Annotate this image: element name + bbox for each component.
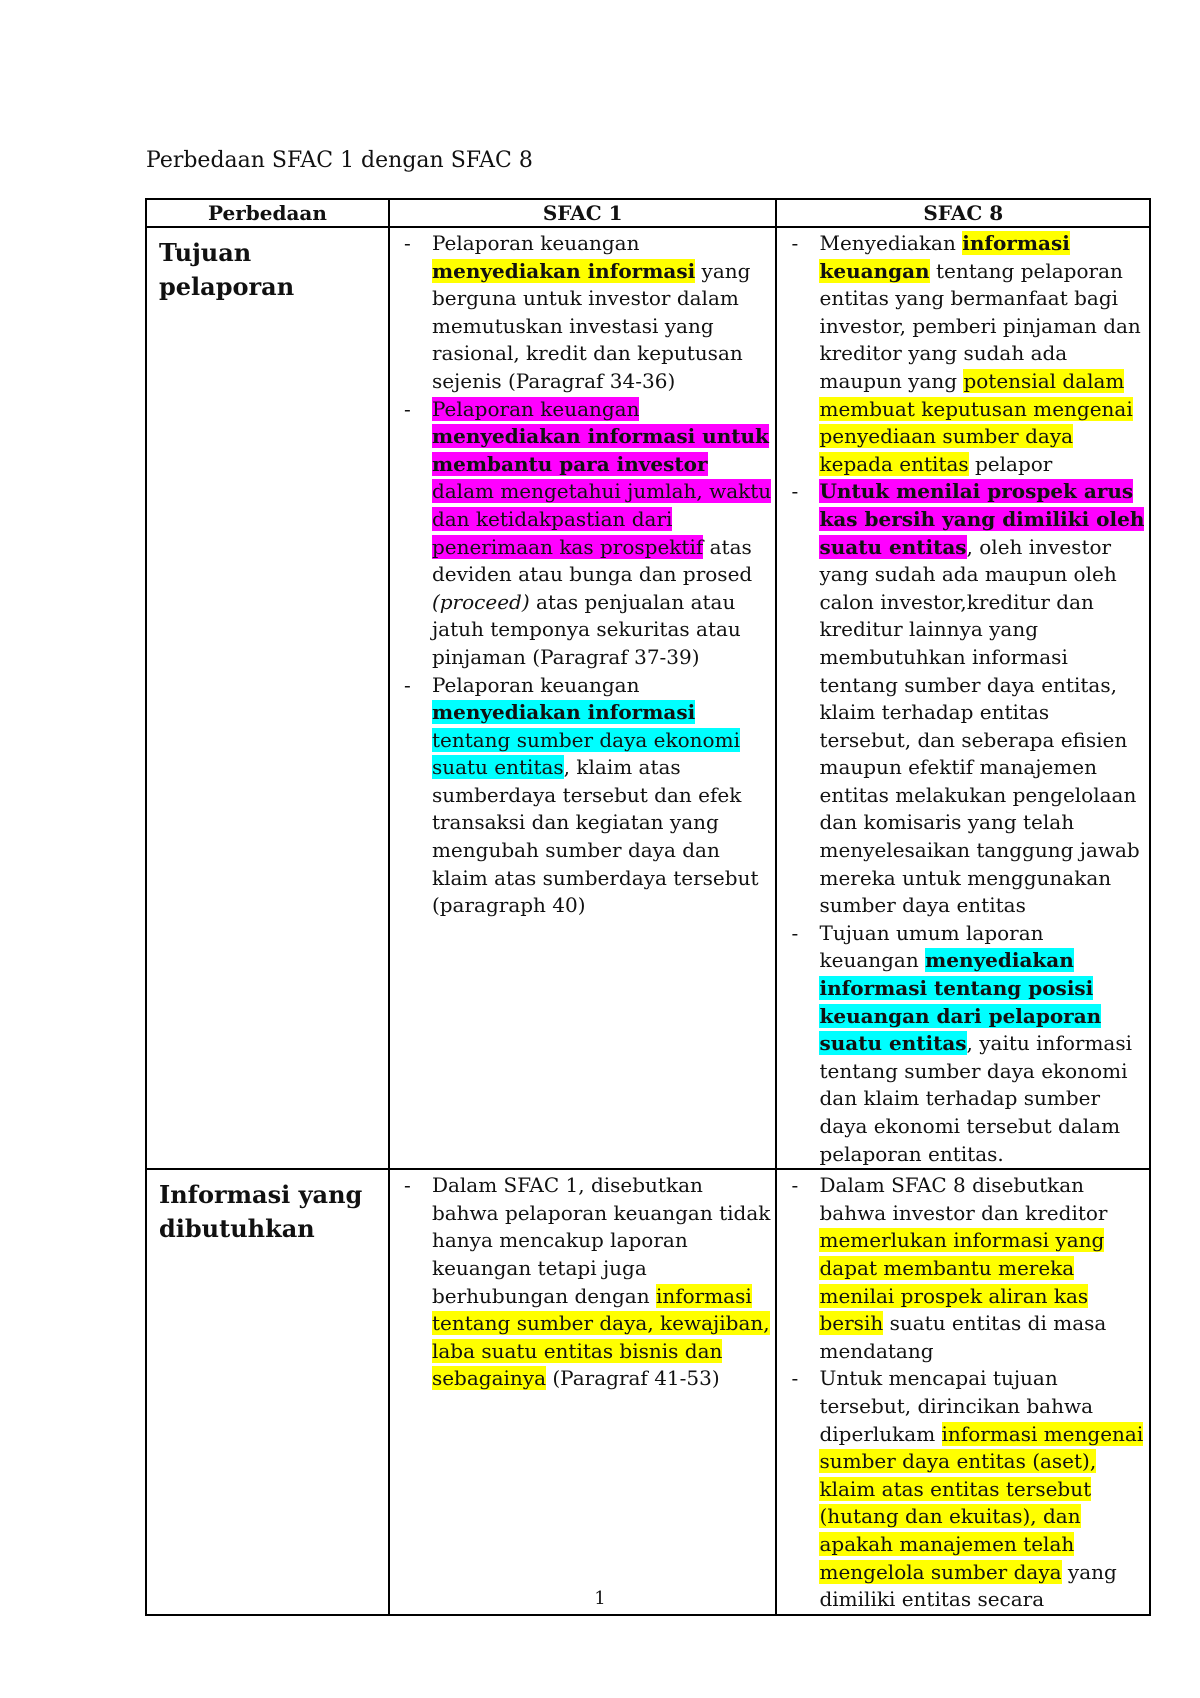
text-run: yang berguna untuk investor dalam memutuskan investasi yang rasional, kredit dan keputusan sejenis (Paragraf 34-36) [431, 258, 751, 393]
highlighted-text: menyediakan informasi untuk membantu para investor [431, 424, 769, 476]
comparison-table [145, 198, 1151, 1616]
bullet-item [390, 230, 772, 396]
text-run: atas penjualan atau jatuh temponya sekuritas atau pinjaman (Paragraf 37-39) [431, 589, 741, 669]
sfac8-list [777, 1172, 1145, 1614]
bullet-item [777, 1365, 1145, 1613]
header-sfac1: SFAC 1 [389, 199, 777, 227]
text-run: , klaim atas sumberdaya tersebut dan efek transaksi dan kegiatan yang mengubah sumber daya dan klaim atas sumberdaya tersebut (paragraph 40) [431, 755, 759, 918]
highlighted-text: menyediakan informasi [431, 700, 696, 725]
text-run: Pelaporan keuangan [431, 672, 640, 697]
sfac8-cell [776, 1169, 1150, 1615]
text-run: yang dimiliki entitas secara [819, 1559, 1117, 1612]
highlighted-text: menyediakan informasi tentang posisi keuangan dari pelaporan suatu entitas [819, 948, 1102, 1056]
table-row [146, 227, 1150, 1169]
bullet-item [777, 1172, 1145, 1365]
text-run: Untuk mencapai tujuan tersebut, dirincikan bahwa diperlukam [819, 1366, 1094, 1446]
highlighted-text: tentang sumber daya ekonomi suatu entitas [431, 727, 740, 780]
bullet-item [390, 1172, 772, 1393]
header-sfac8: SFAC 8 [776, 199, 1150, 227]
document-title: Perbedaan SFAC 1 dengan SFAC 8 [146, 148, 533, 173]
sfac1-cell [389, 1169, 777, 1615]
text-run: (Paragraf 41-53) [546, 1366, 720, 1391]
table-header-row [146, 199, 1150, 227]
table-row [146, 1169, 1150, 1615]
text-run: Tujuan umum laporan keuangan [819, 920, 1044, 973]
text-run: , yaitu informasi tentang sumber daya ekonomi dan klaim terhadap sumber daya ekonomi tersebut dalam pelaporan entitas. [819, 1031, 1132, 1166]
bullet-item [390, 396, 772, 672]
highlighted-text: informasi tentang sumber daya, kewajiban, laba suatu entitas bisnis dan sebagainya [431, 1283, 770, 1391]
highlighted-text: Pelaporan keuangan [431, 396, 640, 421]
highlighted-text: memerlukan informasi yang dapat membantu mereka menilai prospek aliran kas bersih [819, 1228, 1105, 1336]
highlighted-text: Untuk menilai prospek arus kas bersih yang dimiliki oleh suatu entitas [819, 479, 1145, 559]
row-label: Informasi yang dibutuhkan [146, 1169, 389, 1615]
text-run: Dalam SFAC 8 disebutkan bahwa investor dan kreditor [819, 1173, 1108, 1225]
text-run: (proceed) [431, 589, 530, 614]
bullet-item [777, 478, 1145, 920]
text-run: Pelaporan keuangan [431, 231, 640, 255]
highlighted-text: informasi mengenai sumber daya entitas (aset), klaim atas entitas tersebut (hutang dan ekuitas), dan apakah manajemen telah mengelola sumber daya [819, 1421, 1144, 1584]
header-perbedaan: Perbedaan [146, 199, 389, 227]
text-run: tentang pelaporan entitas yang bermanfaat bagi investor, pemberi pinjaman dan kreditor yang sudah ada maupun yang [819, 258, 1141, 393]
sfac8-cell [776, 227, 1150, 1169]
text-run: , oleh investor yang sudah ada maupun oleh calon investor,kreditur dan kreditur lainnya yang membutuhkan informasi tentang sumber daya entitas, klaim terhadap entitas tersebut, dan seberapa efisien maupun efektif manajemen entitas melakukan pengelolaan dan komisaris yang telah menyelesaikan tanggung jawab mereka untuk menggunakan sumber daya entitas [819, 534, 1140, 918]
bullet-item [390, 672, 772, 920]
sfac8-list [777, 230, 1145, 1168]
sfac1-list [390, 1172, 772, 1393]
text-run: Menyediakan [819, 231, 963, 255]
sfac1-cell [389, 227, 777, 1169]
text-run: pelapor [968, 451, 1053, 476]
bullet-item [777, 230, 1145, 478]
highlighted-text: informasi keuangan [819, 231, 1070, 283]
highlighted-text: dalam mengetahui jumlah, waktu dan ketidakpastian dari penerimaan kas prospektif [431, 479, 772, 559]
highlighted-text: potensial dalam membuat keputusan mengenai penyediaan sumber daya kepada entitas [819, 368, 1133, 476]
text-run: suatu entitas di masa mendatang [819, 1311, 1107, 1363]
page-number: 1 [594, 1588, 606, 1609]
highlighted-text: menyediakan informasi [431, 258, 696, 283]
text-run: Dalam SFAC 1, disebutkan bahwa pelaporan keuangan tidak hanya mencakup laporan keuangan tetapi juga berhubungan dengan [431, 1173, 771, 1308]
row-label: Tujuan pelaporan [146, 227, 389, 1169]
bullet-item [777, 920, 1145, 1168]
text-run: atas deviden atau bunga dan prosed [431, 534, 753, 587]
sfac1-list [390, 230, 772, 920]
